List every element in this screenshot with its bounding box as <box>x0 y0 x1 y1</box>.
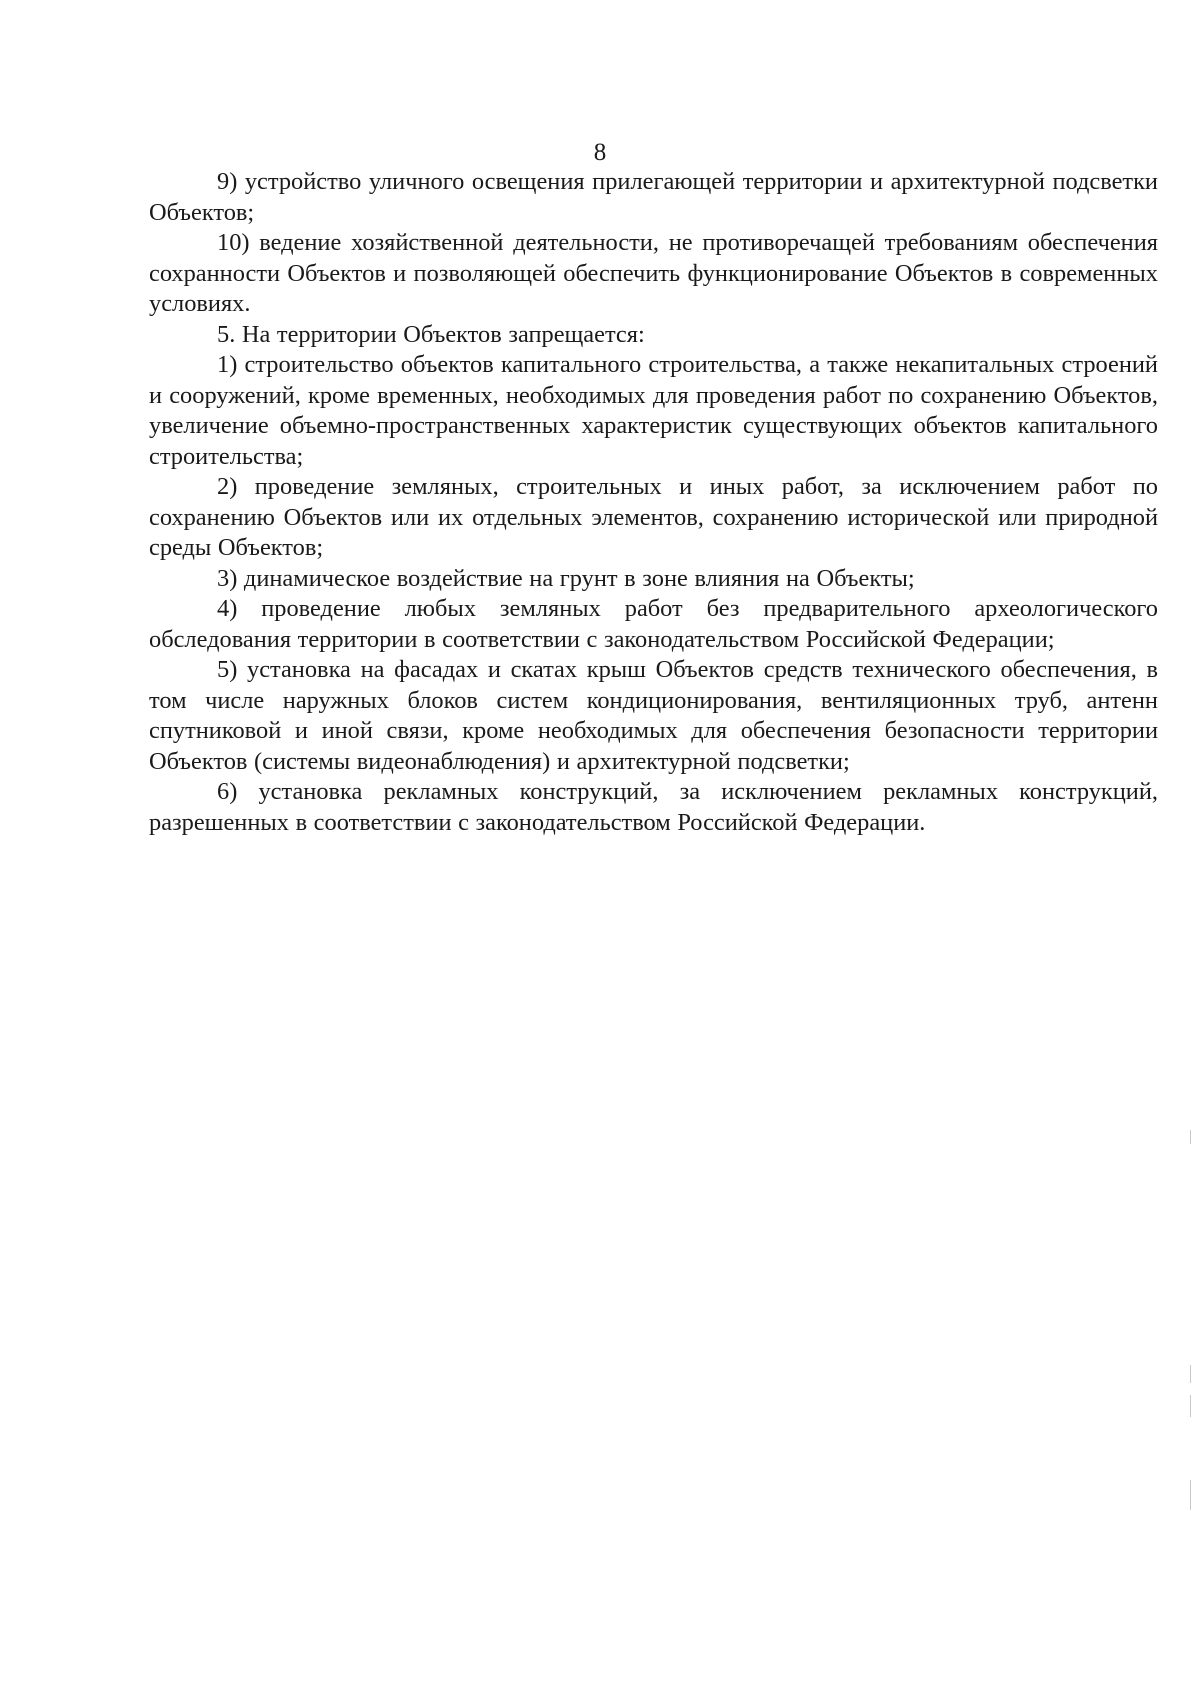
scan-mark <box>1190 1130 1191 1144</box>
paragraph-prohibition-3: 3) динамическое воздействие на грунт в зоне влияния на Объекты; <box>217 564 915 592</box>
document-body <box>149 167 1158 838</box>
scan-mark <box>1190 1365 1191 1383</box>
paragraph-prohibition-5: 5) установка на фасадах и скатах крыш Объектов средств технического обеспечения, в том числе наружных блоков систем кондиционирования, вентиляционных труб, антенн спутниковой и иной связи, кроме необходимых для обеспечения безопасности территории Объектов (системы видеонаблюдения) и архитектурной подсветки; <box>149 656 1158 775</box>
paragraph-prohibition-1: 1) строительство объектов капитального строительства, а также некапитальных строений и сооружений, кроме временных, необходимых для проведения работ по сохранению Объектов, увеличение объемно-пространственных характеристик существующих объектов капитального строительства; <box>149 351 1158 470</box>
page-number: 8 <box>593 139 607 166</box>
paragraph-item-10: 10) ведение хозяйственной деятельности, не противоречащей требованиям обеспечения сохранности Объектов и позволяющей обеспечить функционирование Объектов в современных условиях. <box>149 229 1158 317</box>
scan-mark <box>1190 1395 1191 1417</box>
paragraph-prohibition-6: 6) установка рекламных конструкций, за исключением рекламных конструкций, разрешенных в соответствии с законодательством Российской Федерации. <box>149 778 1158 836</box>
scan-mark <box>1190 1480 1191 1510</box>
paragraph-section-5-heading: 5. На территории Объектов запрещается: <box>217 320 645 348</box>
paragraph-item-9: 9) устройство уличного освещения прилегающей территории и архитектурной подсветки Объектов; <box>149 168 1158 226</box>
paragraph-prohibition-2: 2) проведение земляных, строительных и иных работ, за исключением работ по сохранению Объектов или их отдельных элементов, сохранению исторической или природной среды Объектов; <box>149 473 1158 561</box>
paragraph-prohibition-4: 4) проведение любых земляных работ без предварительного археологического обследования территории в соответствии с законодательством Российской Федерации; <box>149 595 1158 653</box>
